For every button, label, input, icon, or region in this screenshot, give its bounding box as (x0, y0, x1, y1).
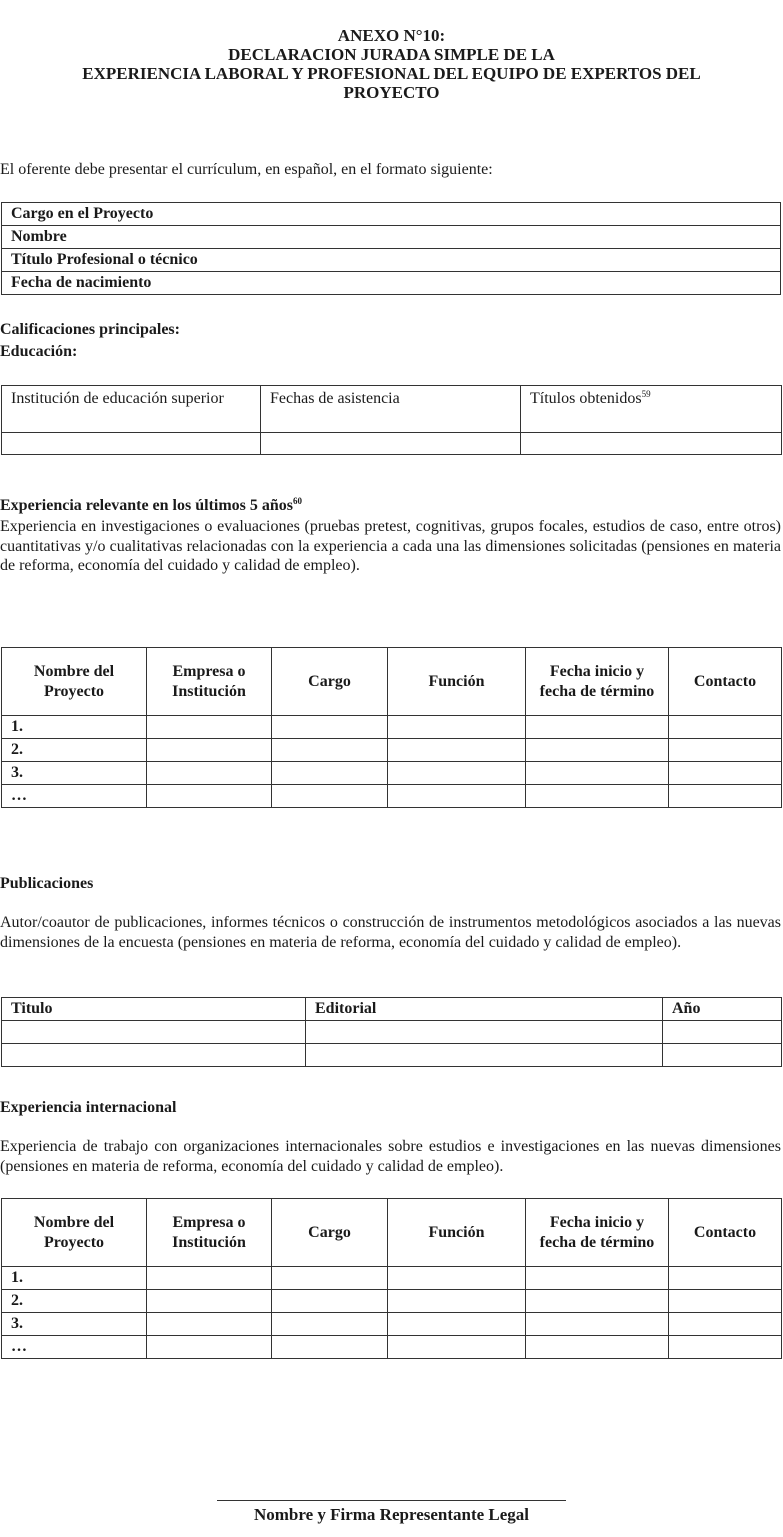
education-table (1, 385, 782, 455)
table-row (2, 1290, 782, 1313)
table-row (2, 1044, 782, 1067)
qualifications-heading: Calificaciones principales: (0, 321, 180, 338)
international-heading: Experiencia internacional (0, 1099, 177, 1116)
education-cell[interactable] (261, 433, 521, 455)
experience-table (1, 647, 782, 808)
id-row-titulo[interactable]: Título Profesional o técnico (2, 249, 781, 272)
row-number: 1. (2, 1267, 147, 1290)
signature-label: Nombre y Firma Representante Legal (253, 1505, 530, 1524)
identification-table (1, 202, 781, 295)
table-row (2, 762, 782, 785)
footnote-59: 59 (641, 389, 651, 399)
table-row (2, 1313, 782, 1336)
experience-heading-label: Experiencia relevante en los últimos 5 años (0, 497, 294, 514)
col-ano: Año (663, 998, 782, 1021)
publications-table (1, 997, 782, 1067)
col-contacto: Contacto (669, 648, 782, 716)
table-row (2, 739, 782, 762)
col-fechas: Fecha inicio y fecha de término (526, 1199, 669, 1267)
title-line-2: DECLARACION JURADA SIMPLE DE LA (228, 45, 555, 64)
publications-heading: Publicaciones (0, 875, 94, 892)
id-row-fecha[interactable]: Fecha de nacimiento (2, 272, 781, 295)
col-cargo: Cargo (272, 1199, 388, 1267)
row-number: 3. (2, 762, 147, 785)
title-line-3: EXPERIENCIA LABORAL Y PROFESIONAL DEL EQUIPO DE EXPERTOS DEL (82, 64, 701, 83)
document-title (0, 26, 783, 102)
row-number: … (2, 785, 147, 808)
table-row (2, 1021, 782, 1044)
table-row (2, 1336, 782, 1359)
education-cell[interactable] (2, 433, 261, 455)
col-contacto: Contacto (669, 1199, 782, 1267)
col-fechas: Fecha inicio y fecha de término (526, 648, 669, 716)
table-row (2, 716, 782, 739)
education-col-titulos (521, 386, 782, 433)
row-number: 2. (2, 739, 147, 762)
row-number: 3. (2, 1313, 147, 1336)
col-funcion: Función (388, 1199, 526, 1267)
row-number: … (2, 1336, 147, 1359)
experience-text: Experiencia en investigaciones o evaluaciones (pruebas pretest, cognitivas, grupos focales, estudios de caso, entre otros) cuantitativas y/o cualitativas relacionadas con la experiencia a cada una las dimensiones solicitadas (pensiones en materia de reforma, economía del cuidado y calidad de empleo). (0, 518, 781, 574)
col-empresa: Empresa o Institución (147, 1199, 272, 1267)
education-cell[interactable] (521, 433, 782, 455)
col-cargo: Cargo (272, 648, 388, 716)
col-titulo: Titulo (2, 998, 306, 1021)
publications-text: Autor/coautor de publicaciones, informes técnicos o construcción de instrumentos metodológicos asociados a las nuevas dimensiones de la encuesta (pensiones en materia de reforma, economía del cuidado y calidad de empleo). (0, 914, 781, 951)
experience-heading (0, 496, 302, 516)
id-row-nombre[interactable]: Nombre (2, 226, 781, 249)
footnote-60: 60 (293, 496, 303, 506)
row-number: 1. (2, 716, 147, 739)
col-funcion: Función (388, 648, 526, 716)
table-row (2, 785, 782, 808)
education-heading: Educación: (0, 343, 78, 360)
id-row-cargo[interactable]: Cargo en el Proyecto (2, 203, 781, 226)
col-empresa: Empresa o Institución (147, 648, 272, 716)
col-nombre-proyecto: Nombre del Proyecto (2, 648, 147, 716)
education-col-titulos-label: Títulos obtenidos (530, 390, 642, 407)
title-line-4: PROYECTO (343, 83, 440, 102)
title-line-1: ANEXO N°10: (337, 26, 446, 45)
education-col-institucion: Institución de educación superior (2, 386, 261, 433)
education-col-fechas: Fechas de asistencia (261, 386, 521, 433)
international-table (1, 1198, 782, 1359)
signature-line (217, 1500, 566, 1501)
row-number: 2. (2, 1290, 147, 1313)
international-text: Experiencia de trabajo con organizaciones internacionales sobre estudios e investigaciones en las nuevas dimensiones (pensiones en materia de reforma, economía del cuidado y calidad de empleo). (0, 1138, 781, 1175)
table-row (2, 1267, 782, 1290)
intro-text: El oferente debe presentar el currículum, en español, en el formato siguiente: (0, 161, 493, 178)
col-nombre-proyecto: Nombre del Proyecto (2, 1199, 147, 1267)
col-editorial: Editorial (306, 998, 663, 1021)
